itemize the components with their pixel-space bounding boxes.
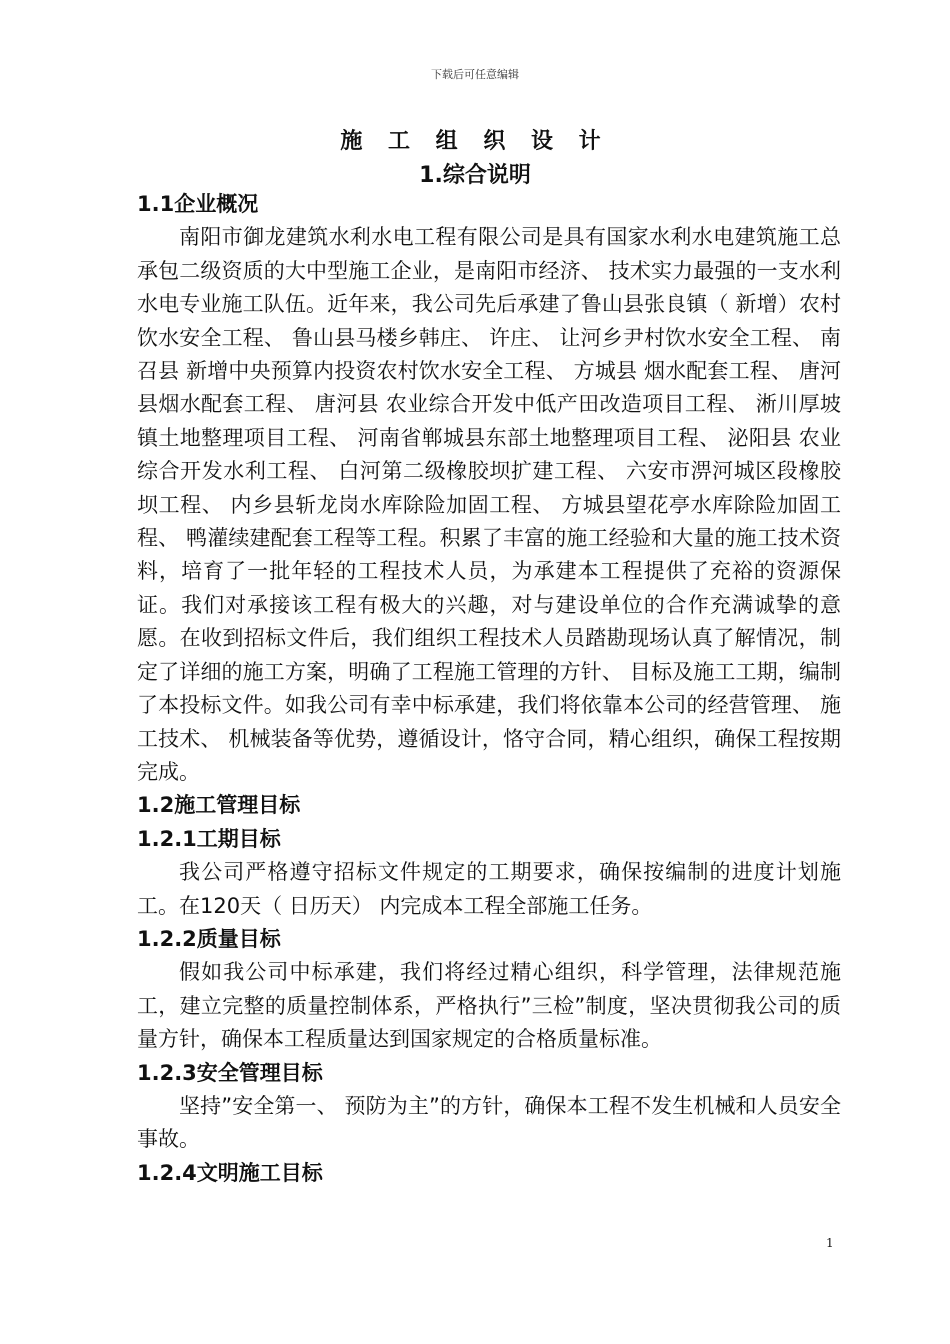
paragraph-quality-goal: 假如我公司中标承建，我们将经过精心组织，科学管理，法律规范施工，建立完整的质量控制体系，严格执行”三检”制度，坚决贯彻我公司的质量方针，确保本工程质量达到国家规定的合格质量标准。 (137, 960, 841, 1052)
heading-1-2-2: 1.2.2质量目标 (137, 926, 281, 951)
section-title: 1.综合说明 (419, 163, 531, 188)
paragraph-safety-goal: 坚持”安全第一、 预防为主”的方针，确保本工程不发生机械和人员安全事故。 (137, 1093, 841, 1152)
page-number: 1 (826, 1236, 834, 1250)
heading-1-2-3: 1.2.3安全管理目标 (137, 1060, 323, 1085)
document-body (137, 188, 841, 1190)
heading-1-2: 1.2施工管理目标 (137, 793, 301, 818)
document-title: 施 工 组 织 设 计 (340, 128, 610, 154)
paragraph-company-overview: 南阳市御龙建筑水利水电工程有限公司是具有国家水利水电建筑施工总承包二级资质的大中型施工企业，是南阳市经济、 技术实力最强的一支水利水电专业施工队伍。近年来，我公司先后承建了鲁山县张良镇（ 新增）农村饮水安全工程、 鲁山县马楼乡韩庄、 许庄、 让河乡尹村饮水安全工程、 南召县 新增中央预算内投资农村饮水安全工程、 方城县 烟水配套工程、 唐河县烟水配套工程、 唐河县 农业综合开发中低产田改造项目工程、 淅川厚坡镇土地整理项目工程、 河南省郸城县东部土地整理项目工程、 泌阳县 农业综合开发水利工程、 白河第二级橡胶坝扩建工程、 六安市淠河城区段橡胶坝工程、 内乡县斩龙岗水库除险加固工程、 方城县望花亭水库除险加固工程、 鸭灌续建配套工程等工程。积累了丰富的施工经验和大量的施工技术资料，培育了一批年轻的工程技术人员，为承建本工程提供了充裕的资源保证。我们对承接该工程有极大的兴趣，对与建设单位的合作充满诚挚的意愿。在收到招标文件后，我们组织工程技术人员踏勘现场认真了解情况，制定了详细的施工方案，明确了工程施工管理的方针、 目标及施工工期，编制了本投标文件。如我公司有幸中标承建，我们将依靠本公司的经营管理、 施工技术、 机械装备等优势，遵循设计，恪守合同，精心组织，确保工程按期完成。 (137, 225, 841, 784)
header-note: 下载后可任意编辑 (431, 68, 519, 81)
heading-1-1: 1.1企业概况 (137, 192, 259, 216)
heading-1-2-4: 1.2.4文明施工目标 (137, 1160, 323, 1185)
heading-1-2-1: 1.2.1工期目标 (137, 826, 281, 851)
paragraph-schedule-goal: 我公司严格遵守招标文件规定的工期要求，确保按编制的进度计划施工。在120天（ 日历天） 内完成本工程全部施工任务。 (137, 860, 841, 918)
